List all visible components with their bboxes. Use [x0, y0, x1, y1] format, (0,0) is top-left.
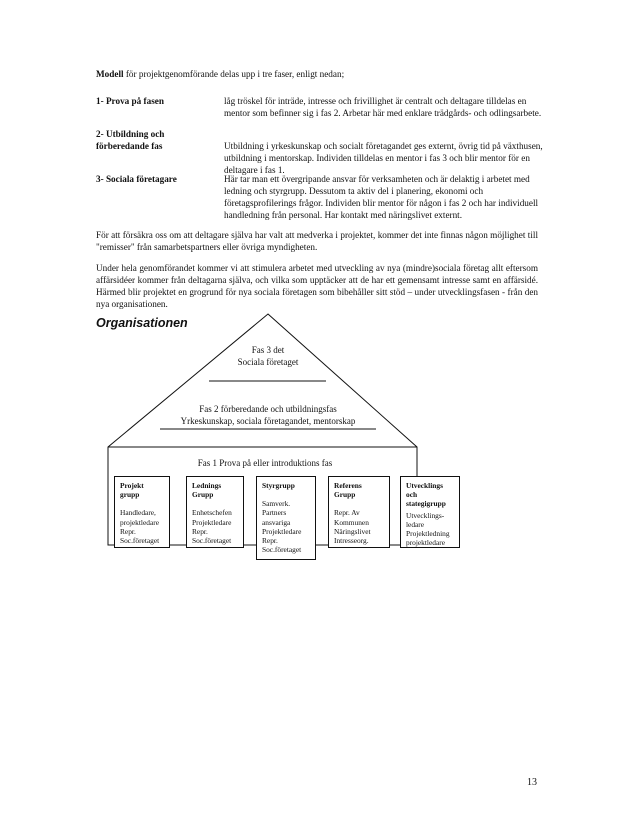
- phase-3-label: 3- Sociala företagare: [96, 174, 177, 184]
- fas3-line2: Sociala företaget: [237, 357, 299, 367]
- phase-1-label: 1- Prova på fasen: [96, 96, 164, 106]
- group-box-styrgrupp: [256, 476, 316, 560]
- group-title: Projekt grupp: [120, 481, 144, 500]
- phase-2-desc: Utbildning i yrkeskunskap och socialt företagandet ges externt, övrig tid på växthusen, utbildning i mentorskap. Individen tilldelas en mentor i fas 3 och blir mentor för en deltagare i fas 1.: [224, 141, 543, 175]
- phase-1-desc: låg tröskel för inträde, intresse och frivillighet är centralt och deltagare tilldelas en mentor som befinner sig i fas 2. Arbetar här med enklare trädgårds- och odlingsarbete.: [224, 96, 542, 118]
- group-title: Lednings Grupp: [192, 481, 222, 500]
- page-number: 13: [527, 777, 537, 788]
- phase-3-desc: Här tar man ett övergripande ansvar för verksamheten och är delaktig i arbetet med ledning och styrgrupp. Dessutom ta aktiv del i planering, ekonomi och företagsprofilerings frågor. Individen blir mentor för någon i fas 2 och har individuell handledning från personal. Har kontakt med näringslivet externt.: [224, 174, 539, 220]
- intro-bold: Modell: [96, 69, 124, 79]
- paragraph-utveckling: Under hela genomförandet kommer vi att stimulera arbetet med utveckling av nya (mindre)sociala företag allt eftersom affärsidéer kommer från deltagarna själva, och vilka som upptäcker att de har ett gemensamt intresse samt en affärsidé. Härmed blir projektet en grogrund för nya sociala företagen som bibehåller sitt stöd – under utvecklingsfasen - från den nya organisationen.: [96, 263, 538, 309]
- group-title: Styrgrupp: [262, 481, 295, 490]
- paragraph-remisser: För att försäkra oss om att deltagare själva har valt att medverka i projektet, kommer det inte finnas någon möjlighet till "remisser" från samarbetspartners eller övriga myndigheten.: [96, 230, 538, 252]
- fas2-text: [160, 403, 376, 427]
- fas2-line2: Yrkeskunskap, sociala företagandet, mentorskap: [180, 416, 356, 426]
- group-body: Repr. Av Kommunen Näringslivet Intresseorg.: [334, 508, 371, 546]
- group-body: Samverk. Partners ansvariga Projektledare Repr. Soc.företaget: [262, 499, 302, 555]
- group-title: Utvecklings och stategigrupp: [406, 481, 446, 509]
- group-box-utvecklingsgrupp: [400, 476, 460, 548]
- group-box-referensgrupp: [328, 476, 390, 548]
- group-body: Utvecklings- ledare Projektledning projektledare: [406, 510, 450, 548]
- organisation-heading: Organisationen: [96, 316, 188, 330]
- intro-rest: för projektgenomförande delas upp i tre faser, enligt nedan;: [123, 69, 345, 79]
- group-box-ledningsgrupp: [186, 476, 244, 548]
- fas3-text: [200, 344, 336, 368]
- group-body: Handledare, projektledare Repr. Soc.företaget: [120, 508, 160, 546]
- group-body: Enhetschefen Projektledare Repr. Soc.företaget: [192, 508, 232, 546]
- fas1-text: Fas 1 Prova på eller introduktions fas: [197, 458, 333, 468]
- group-title: Referens Grupp: [334, 481, 362, 500]
- group-box-projektgrupp: [114, 476, 170, 548]
- fas2-line1: Fas 2 förberedande och utbildningsfas: [199, 404, 337, 414]
- phase-2-label: 2- Utbildning och förberedande fas: [96, 129, 165, 151]
- fas3-line1: Fas 3 det: [251, 345, 285, 355]
